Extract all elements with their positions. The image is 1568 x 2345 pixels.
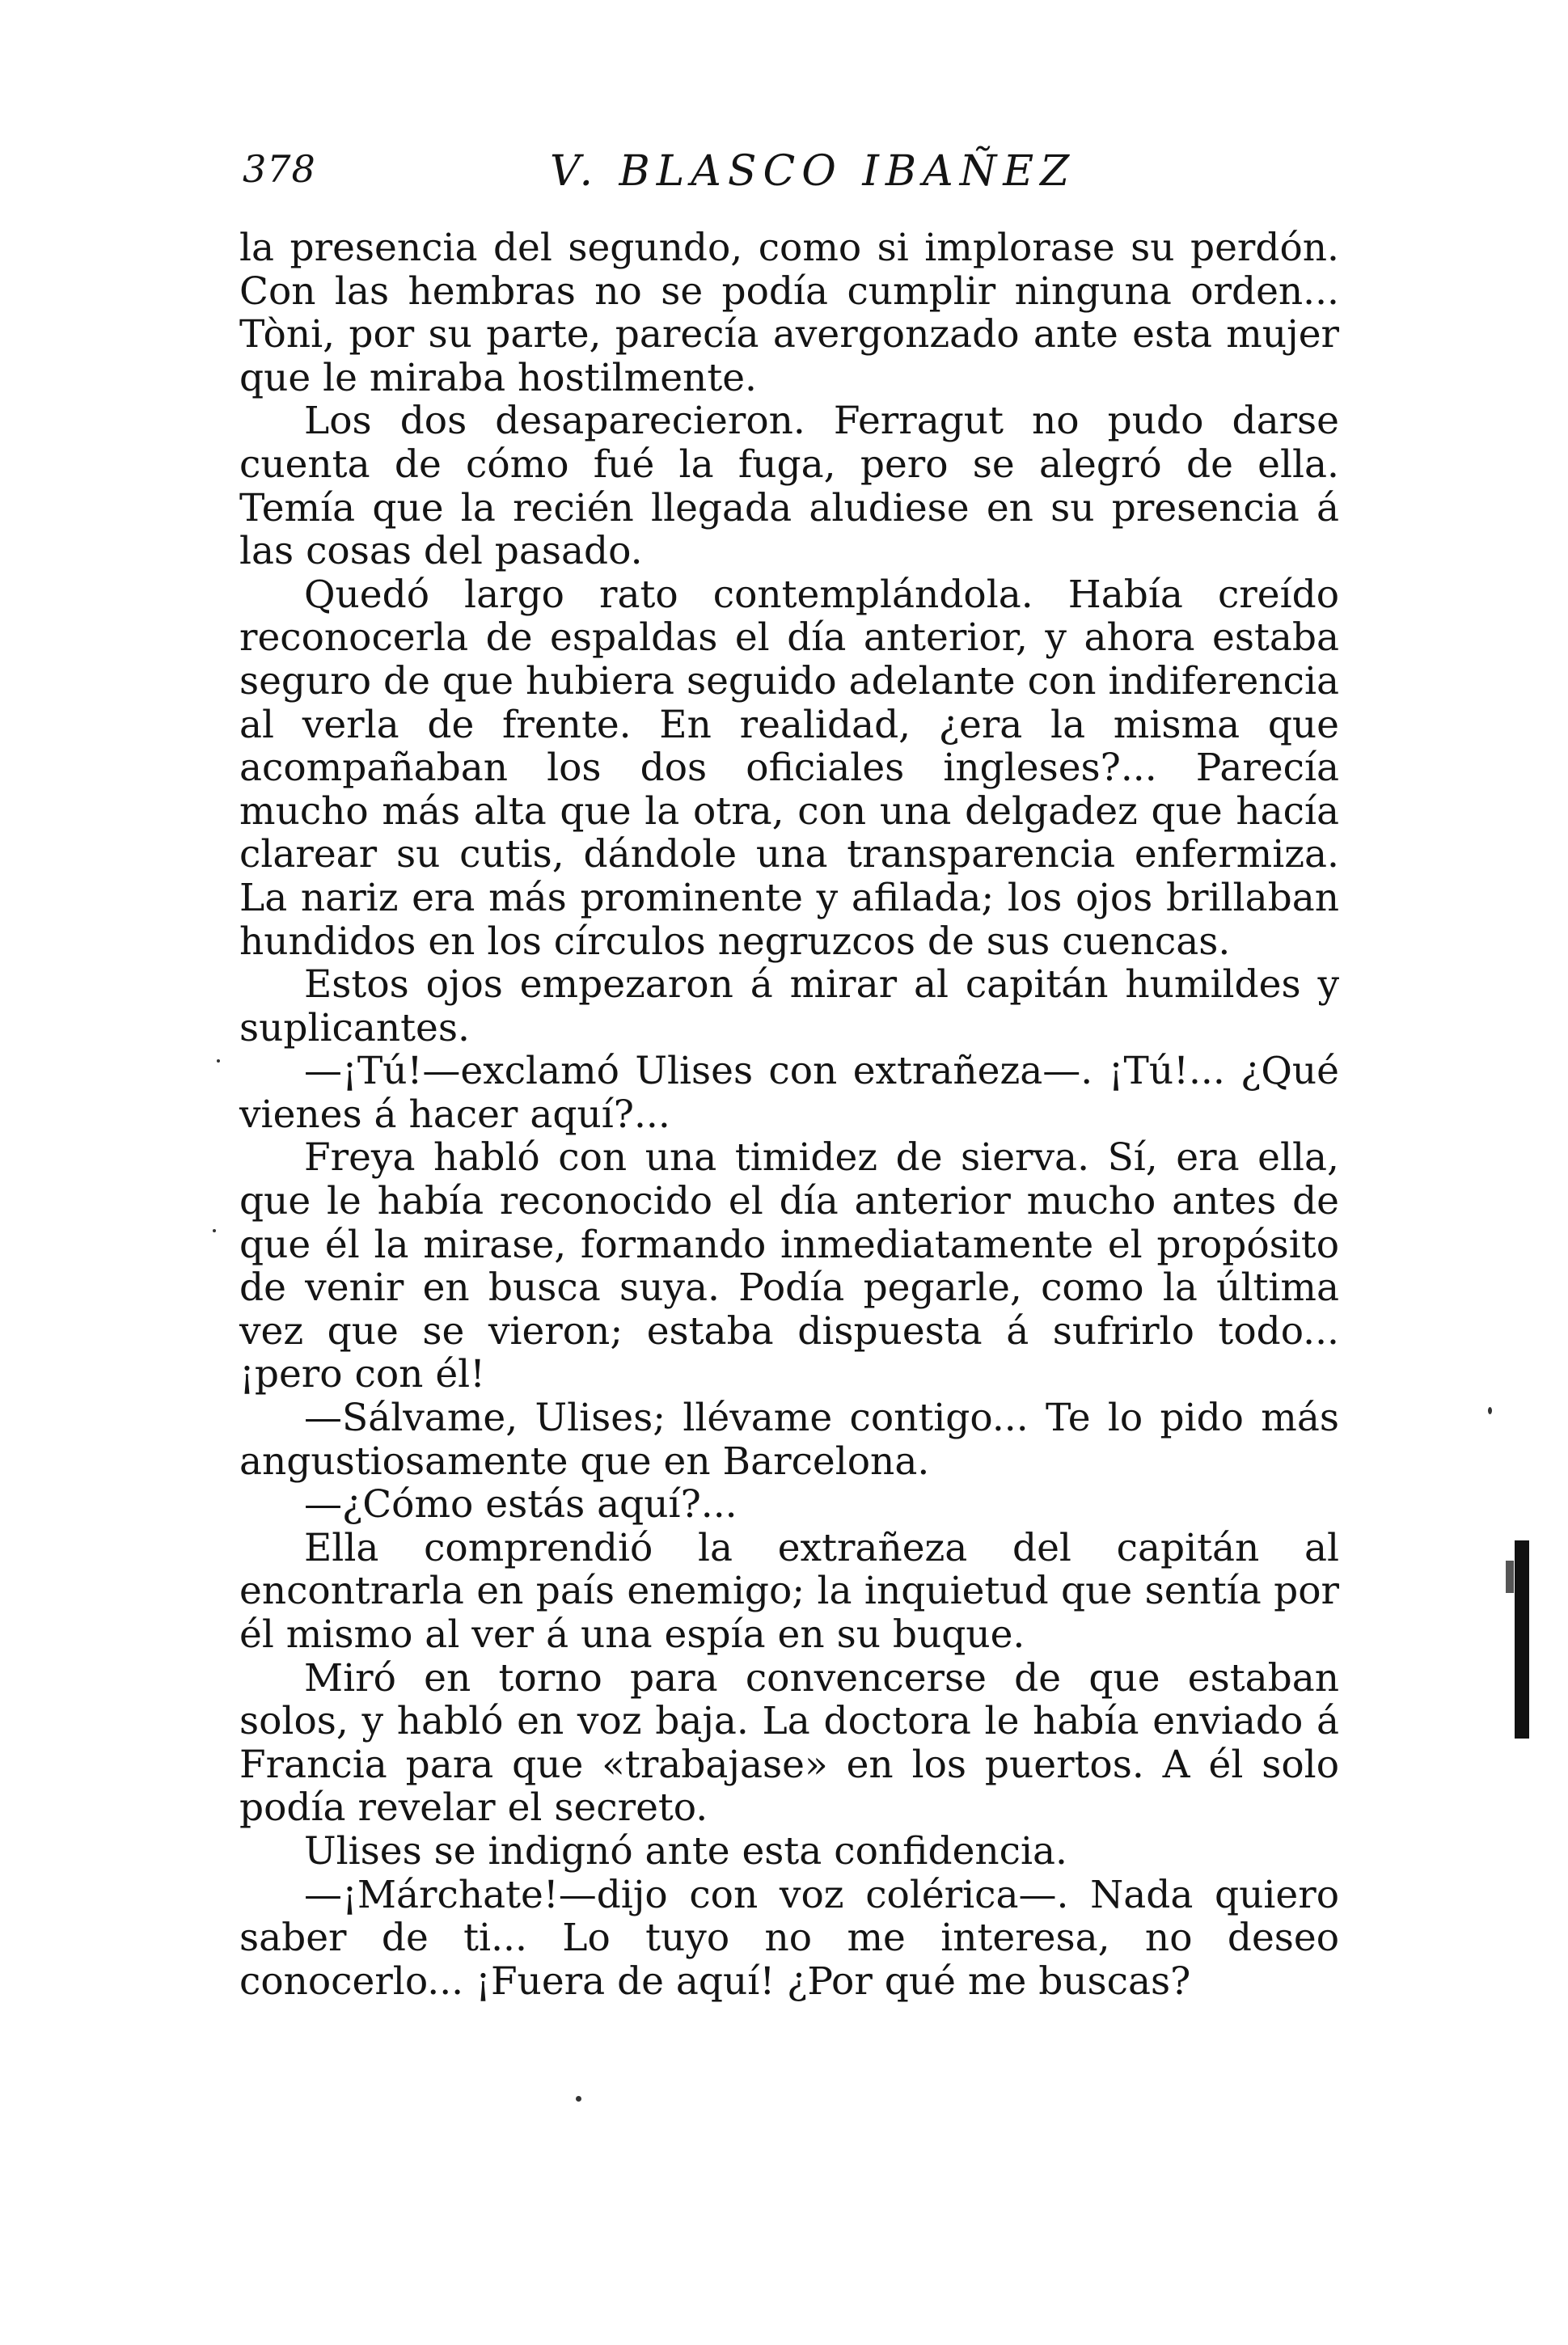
running-head-author: V. BLASCO IBAÑEZ [550,147,1076,196]
paragraph-12: —¡Márchate!—dijo con voz colérica—. Nada quiero saber de ti... Lo tuyo no me interesa, no deseo conocerlo... ¡Fuera de aquí! ¿Por qué me buscas? [239,1872,1339,2004]
paragraph-5: —¡Tú!—exclamó Ulises con extrañeza—. ¡Tú!... ¿Qué vienes á hacer aquí?... [239,1049,1339,1137]
paragraph-3: Quedó largo rato contemplándola. Había creído reconocerla de espaldas el día anterior, y ahora estaba seguro de que hubiera seguido adelante con indiferencia al verla de frente. En realidad, ¿era la misma que acompañaban los dos oficiales ingleses?... Parecía mucho más alta que la otra, con una delgadez que hacía clarear su cutis, dándole una transparencia enfermiza. La nariz era más prominente y afilada; los ojos brillaban hundidos en los círculos negruzcos de sus cuencas. [239,572,1339,964]
paragraph-6: Freya habló con una timidez de sierva. Sí, era ella, que le había reconocido el día anterior mucho antes de que él la mirase, formando inmediatamente el propósito de venir en busca suya. Podía pegarle, como la última vez que se vieron; estaba dispuesta á sufrirlo todo... ¡pero con él! [239,1135,1339,1397]
page-number: 378 [243,147,316,191]
scan-speck [217,1059,220,1063]
scan-margin-bar [1515,1540,1529,1739]
paragraph-1: la presencia del segundo, como si implorase su perdón. Con las hembras no se podía cumplir ninguna orden... Tòni, por su parte, parecía avergonzado ante esta mujer que le miraba hostilmente. [239,226,1339,400]
body-text [239,226,1339,2003]
scan-margin-tick [1506,1561,1514,1593]
paragraph-8: —¿Cómo estás aquí?... [304,1482,738,1527]
scan-speck [1488,1407,1492,1414]
paragraph-11: Ulises se indignó ante esta confidencia. [304,1828,1067,1874]
paragraph-10: Miró en torno para convencerse de que estaban solos, y habló en voz baja. La doctora le había enviado á Francia para que «trabajase» en los puertos. A él solo podía revelar el secreto. [239,1655,1339,1831]
paragraph-2: Los dos desaparecieron. Ferragut no pudo darse cuenta de cómo fué la fuga, pero se alegró de ella. Temía que la recién llegada aludiese en su presencia á las cosas del pasado. [239,399,1339,574]
paragraph-4: Estos ojos empezaron á mirar al capitán humildes y suplicantes. [239,962,1339,1050]
paragraph-7: —Sálvame, Ulises; llévame contigo... Te lo pido más angustiosamente que en Barcelona. [239,1396,1339,1484]
page-header [243,147,1359,212]
paragraph-9: Ella comprendió la extrañeza del capitán al encontrarla en país enemigo; la inquietud que sentía por él mismo al ver á una espía en su buque. [239,1525,1339,1657]
scan-speck [576,2096,581,2102]
scan-speck [213,1229,216,1232]
